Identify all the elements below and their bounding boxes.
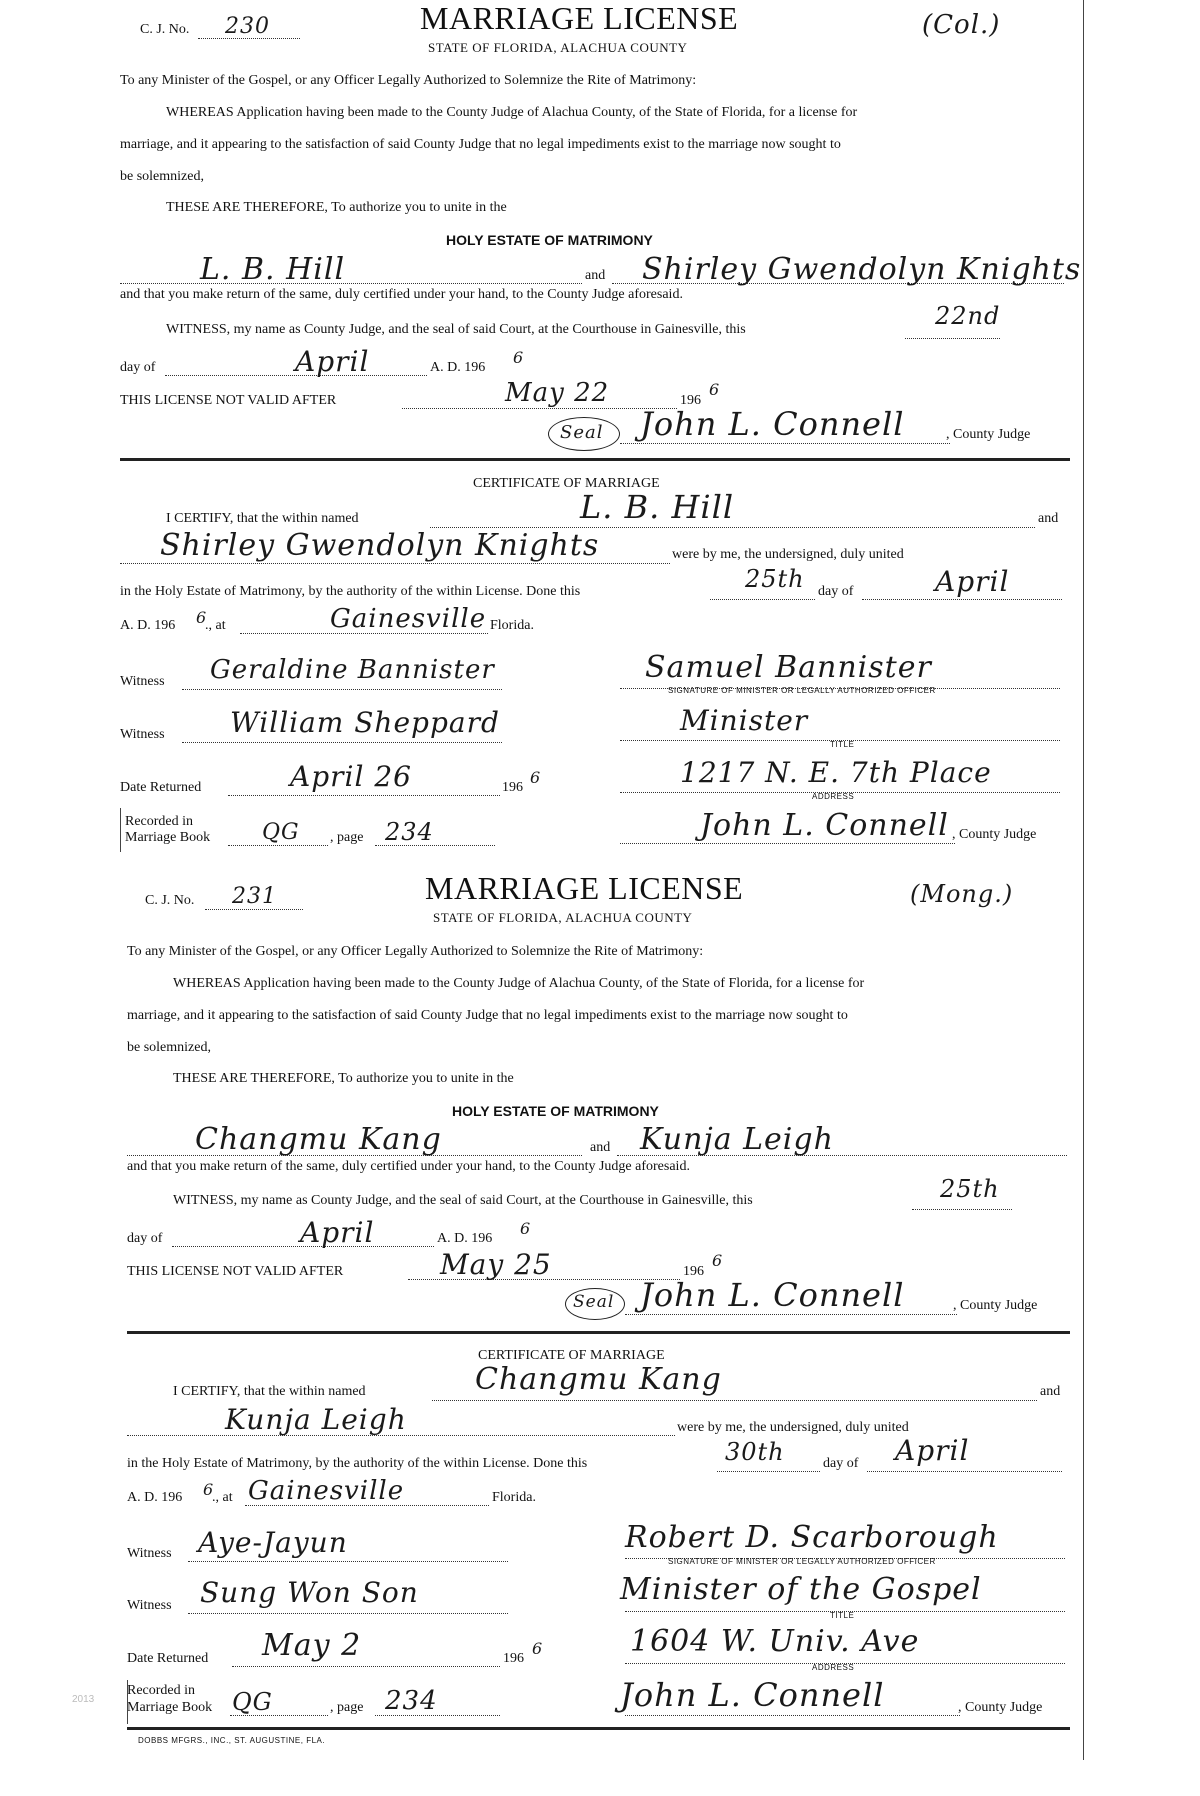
title-caption: TITLE [830,740,855,749]
witness-day: 25th [940,1175,1000,1203]
therefore-line: THESE ARE THEREFORE, To authorize you to unite in the [173,1071,514,1086]
whereas-line-2: marriage, and it appearing to the satisfaction of said County Judge that no legal impediments exist to the marriage now sought to [127,1008,848,1023]
witness-label-1: Witness [127,1546,172,1561]
recorder-signature: John L. Connell [620,1676,885,1714]
not-valid-label: THIS LICENSE NOT VALID AFTER [120,393,337,408]
whereas-line-3: be solemnized, [120,169,204,184]
cj-number: 230 [225,14,270,39]
day-of-label: day of [120,360,156,375]
race-note: (Col.) [922,10,1001,40]
holy-text: in the Holy Estate of Matrimony, by the authority of the within License. Done this [127,1456,588,1471]
returned-year-prefix: 196 [503,1651,524,1666]
cj-label: C. J. No. [140,22,190,37]
cert-bride: Kunja Leigh [225,1403,407,1436]
race-note: (Mong.) [910,880,1014,908]
witness-line: WITNESS, my name as County Judge, and the seal of said Court, at the Courthouse in Gainesville, this [166,322,746,337]
date-returned-label: Date Returned [127,1651,209,1666]
minister-address: 1217 N. E. 7th Place [680,756,992,789]
bride-name: Shirley Gwendolyn Knights [642,252,1082,287]
county-judge-label: , County Judge [953,1298,1038,1313]
witness-day: 22nd [935,302,1001,330]
returned-year-digit: 6 [530,768,542,787]
and-label-2: and [1040,1384,1061,1399]
not-valid-year-digit: 6 [712,1251,724,1270]
united-label: were by me, the undersigned, duly united [672,547,904,562]
at-label: ., at [205,618,226,633]
cert-groom: Changmu Kang [475,1362,722,1397]
return-line: and that you make return of the same, duly certified under your hand, to the County Judge aforesaid. [120,287,683,302]
witness-1: Geraldine Bannister [210,655,495,685]
seal-text: Seal [560,422,604,443]
cert-year-digit: 6 [196,608,208,627]
certify-label: I CERTIFY, that the within named [166,511,359,526]
not-valid-label: THIS LICENSE NOT VALID AFTER [127,1264,344,1279]
certificate-title: CERTIFICATE OF MARRIAGE [478,1348,665,1363]
minister-address: 1604 W. Univ. Ave [630,1624,920,1659]
witness-label-2: Witness [120,727,165,742]
county-judge-label-2: , County Judge [958,1700,1043,1715]
address-line: To any Minister of the Gospel, or any Officer Legally Authorized to Solemnize the Rite of Matrimony: [127,944,704,959]
certify-label: I CERTIFY, that the within named [173,1384,366,1399]
printer-credit: DOBBS MFGRS., INC., ST. AUGUSTINE, FLA. [138,1736,326,1745]
holy-estate-heading: HOLY ESTATE OF MATRIMONY [452,1103,659,1119]
section-rule [127,1331,1070,1334]
whereas-line-1: WHEREAS Application having been made to the County Judge of Alachua County, of the State of Florida, for a license for [173,976,865,991]
minister-title: Minister [680,704,809,737]
and-label: and [585,268,606,283]
ad-label-2: A. D. 196 [120,618,176,633]
date-returned: April 26 [290,760,412,793]
witness-label-1: Witness [120,674,165,689]
florida-label: Florida. [490,618,534,633]
done-day: 30th [725,1438,785,1466]
holy-estate-heading: HOLY ESTATE OF MATRIMONY [446,232,653,248]
cert-place: Gainesville [330,604,487,634]
recorded-label-1: Recorded in [125,814,194,829]
cert-bride: Shirley Gwendolyn Knights [160,528,600,563]
returned-year-prefix: 196 [502,780,523,795]
page-edge [1083,0,1084,1760]
minister-signature: Robert D. Scarborough [625,1520,999,1555]
not-valid-date: May 25 [440,1248,552,1281]
witness-2: William Sheppard [230,706,500,739]
witness-1: Aye-Jayun [198,1526,348,1559]
signature-caption: SIGNATURE OF MINISTER OR LEGALLY AUTHORIZED OFFICER [668,686,936,695]
ad-label-2: A. D. 196 [127,1490,183,1505]
not-valid-date: May 22 [505,378,610,408]
day-of-label: day of [127,1231,163,1246]
ad-year-digit: 6 [520,1219,532,1238]
license-month: April [295,345,370,378]
united-label: were by me, the undersigned, duly united [677,1420,909,1435]
license-title: MARRIAGE LICENSE [420,0,739,36]
cert-year-digit: 6 [203,1480,215,1499]
cert-month: April [895,1434,970,1467]
section-rule [120,458,1070,461]
not-valid-year-digit: 6 [709,380,721,399]
and-label: and [590,1140,611,1155]
groom-name: L. B. Hill [200,252,346,287]
ad-label: A. D. 196 [437,1231,493,1246]
date-returned: May 2 [262,1628,362,1663]
ad-label: A. D. 196 [430,360,486,375]
florida-label: Florida. [492,1490,536,1505]
cert-groom: L. B. Hill [580,488,735,526]
cj-number: 231 [232,884,277,909]
whereas-line-2: marriage, and it appearing to the satisfaction of said County Judge that no legal impediments exist to the marriage now sought to [120,137,841,152]
return-line: and that you make return of the same, duly certified under your hand, to the County Judge aforesaid. [127,1159,690,1174]
county-judge-label-2: , County Judge [952,827,1037,842]
page-number: 234 [385,1686,438,1716]
county-judge-label: , County Judge [946,427,1031,442]
recorder-signature: John L. Connell [700,808,949,843]
at-label: ., at [212,1490,233,1505]
page-label: , page [330,830,364,845]
book-number: QG [232,1688,273,1716]
and-label-2: and [1038,511,1059,526]
cj-label: C. J. No. [145,893,195,908]
done-day: 25th [745,565,805,593]
witness-label-2: Witness [127,1598,172,1613]
bride-name: Kunja Leigh [640,1122,834,1157]
seal-text: Seal [573,1292,615,1312]
returned-year-digit: 6 [532,1639,544,1658]
groom-name: Changmu Kang [195,1122,442,1157]
certificate-title: CERTIFICATE OF MARRIAGE [473,476,660,491]
judge-signature: John L. Connell [640,405,905,443]
cert-place: Gainesville [248,1476,405,1506]
whereas-line-1: WHEREAS Application having been made to the County Judge of Alachua County, of the State of Florida, for a license for [166,105,858,120]
cert-month: April [935,565,1010,598]
whereas-line-3: be solemnized, [127,1040,211,1055]
minister-title: Minister of the Gospel [620,1572,982,1607]
recorded-label-1: Recorded in [127,1683,196,1698]
page-label: , page [330,1700,364,1715]
watermark-year: 2013 [72,1694,95,1705]
page-number: 234 [385,818,434,846]
day-of-label-2: day of [823,1456,859,1471]
year-prefix: 196 [680,393,701,408]
address-line: To any Minister of the Gospel, or any Officer Legally Authorized to Solemnize the Rite of Matrimony: [120,73,697,88]
book-number: QG [262,820,300,845]
license-title: MARRIAGE LICENSE [425,870,744,906]
minister-signature: Samuel Bannister [645,650,932,685]
date-returned-label: Date Returned [120,780,202,795]
address-caption: ADDRESS [812,792,855,801]
judge-signature: John L. Connell [640,1276,905,1314]
therefore-line: THESE ARE THEREFORE, To authorize you to unite in the [166,200,507,215]
holy-text: in the Holy Estate of Matrimony, by the authority of the within License. Done this [120,584,581,599]
recorded-label-2: Marriage Book [127,1700,213,1715]
witness-2: Sung Won Son [200,1576,419,1609]
witness-line: WITNESS, my name as County Judge, and the seal of said Court, at the Courthouse in Gainesville, this [173,1193,753,1208]
license-subtitle: STATE OF FLORIDA, ALACHUA COUNTY [433,910,693,925]
ad-year-digit: 6 [513,348,525,367]
bottom-rule [127,1727,1070,1730]
license-month: April [300,1216,375,1249]
license-subtitle: STATE OF FLORIDA, ALACHUA COUNTY [428,40,688,55]
day-of-label-2: day of [818,584,854,599]
title-caption: TITLE [830,1611,855,1620]
year-prefix: 196 [683,1264,704,1279]
address-caption: ADDRESS [812,1663,855,1672]
signature-caption: SIGNATURE OF MINISTER OR LEGALLY AUTHORIZED OFFICER [668,1557,936,1566]
recorded-label-2: Marriage Book [125,830,211,845]
